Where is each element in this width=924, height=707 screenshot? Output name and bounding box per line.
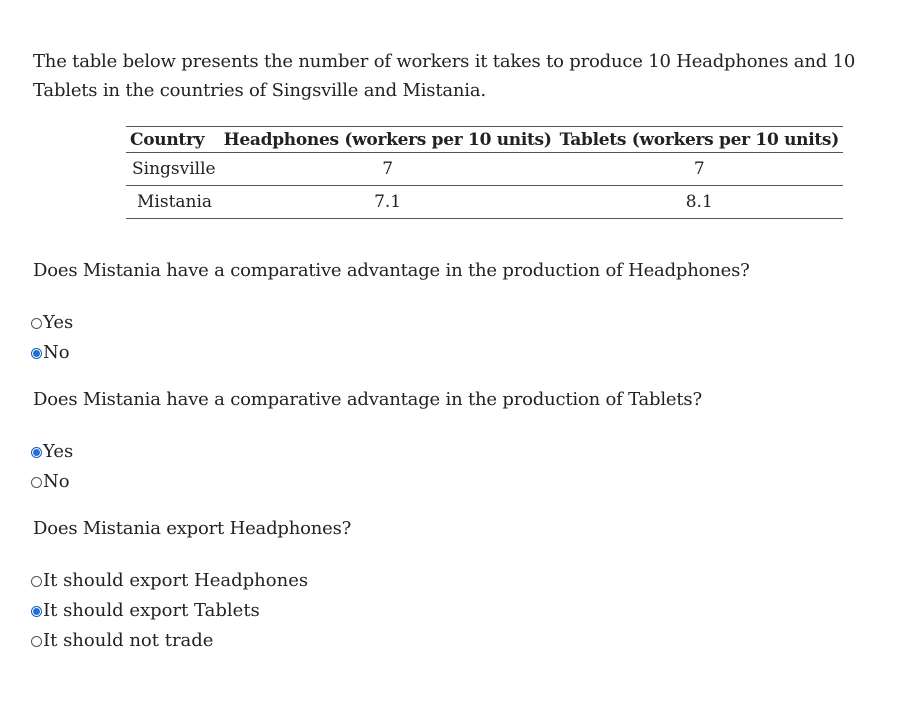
option-label: No bbox=[43, 341, 70, 363]
cell-country: Mistania bbox=[126, 186, 220, 219]
option-label: It should not trade bbox=[43, 629, 214, 651]
radio-unchecked-icon[interactable] bbox=[31, 318, 42, 329]
question-2-text: Does Mistania have a comparative advantage in the production of Tablets? bbox=[33, 389, 702, 410]
option-label: Yes bbox=[43, 311, 74, 333]
q1-option-no[interactable] bbox=[31, 337, 73, 367]
q3-option-no-trade[interactable] bbox=[31, 625, 308, 655]
q3-option-export-headphones[interactable] bbox=[31, 565, 308, 595]
question-2-options bbox=[31, 436, 73, 496]
radio-unchecked-icon[interactable] bbox=[31, 636, 42, 647]
q3-option-export-tablets[interactable] bbox=[31, 595, 308, 625]
intro-text: The table below presents the number of workers it takes to produce 10 Headphones and 10 Tablets in the countries of Singsville and Mistania. bbox=[33, 51, 856, 101]
table-row bbox=[126, 153, 843, 186]
q1-option-yes[interactable] bbox=[31, 307, 73, 337]
radio-unchecked-icon[interactable] bbox=[31, 576, 42, 587]
workers-table bbox=[126, 126, 843, 219]
radio-unchecked-icon[interactable] bbox=[31, 477, 42, 488]
radio-checked-icon[interactable] bbox=[31, 348, 42, 359]
header-headphones: Headphones (workers per 10 units) bbox=[220, 127, 556, 153]
cell-tablets: 8.1 bbox=[556, 186, 843, 219]
option-label: It should export Headphones bbox=[43, 569, 309, 591]
question-1-text: Does Mistania have a comparative advantage in the production of Headphones? bbox=[33, 260, 750, 281]
option-label: No bbox=[43, 470, 70, 492]
cell-headphones: 7 bbox=[220, 153, 556, 186]
cell-headphones: 7.1 bbox=[220, 186, 556, 219]
header-country: Country bbox=[126, 127, 220, 153]
table-row bbox=[126, 186, 843, 219]
q2-option-yes[interactable] bbox=[31, 436, 73, 466]
cell-tablets: 7 bbox=[556, 153, 843, 186]
question-1-options bbox=[31, 307, 73, 367]
radio-checked-icon[interactable] bbox=[31, 447, 42, 458]
table-header-row bbox=[126, 127, 843, 153]
header-tablets: Tablets (workers per 10 units) bbox=[556, 127, 843, 153]
cell-country: Singsville bbox=[126, 153, 220, 186]
question-3-options bbox=[31, 565, 308, 655]
radio-checked-icon[interactable] bbox=[31, 606, 42, 617]
option-label: Yes bbox=[43, 440, 74, 462]
option-label: It should export Tablets bbox=[43, 599, 260, 621]
q2-option-no[interactable] bbox=[31, 466, 73, 496]
question-3-text: Does Mistania export Headphones? bbox=[33, 518, 352, 539]
